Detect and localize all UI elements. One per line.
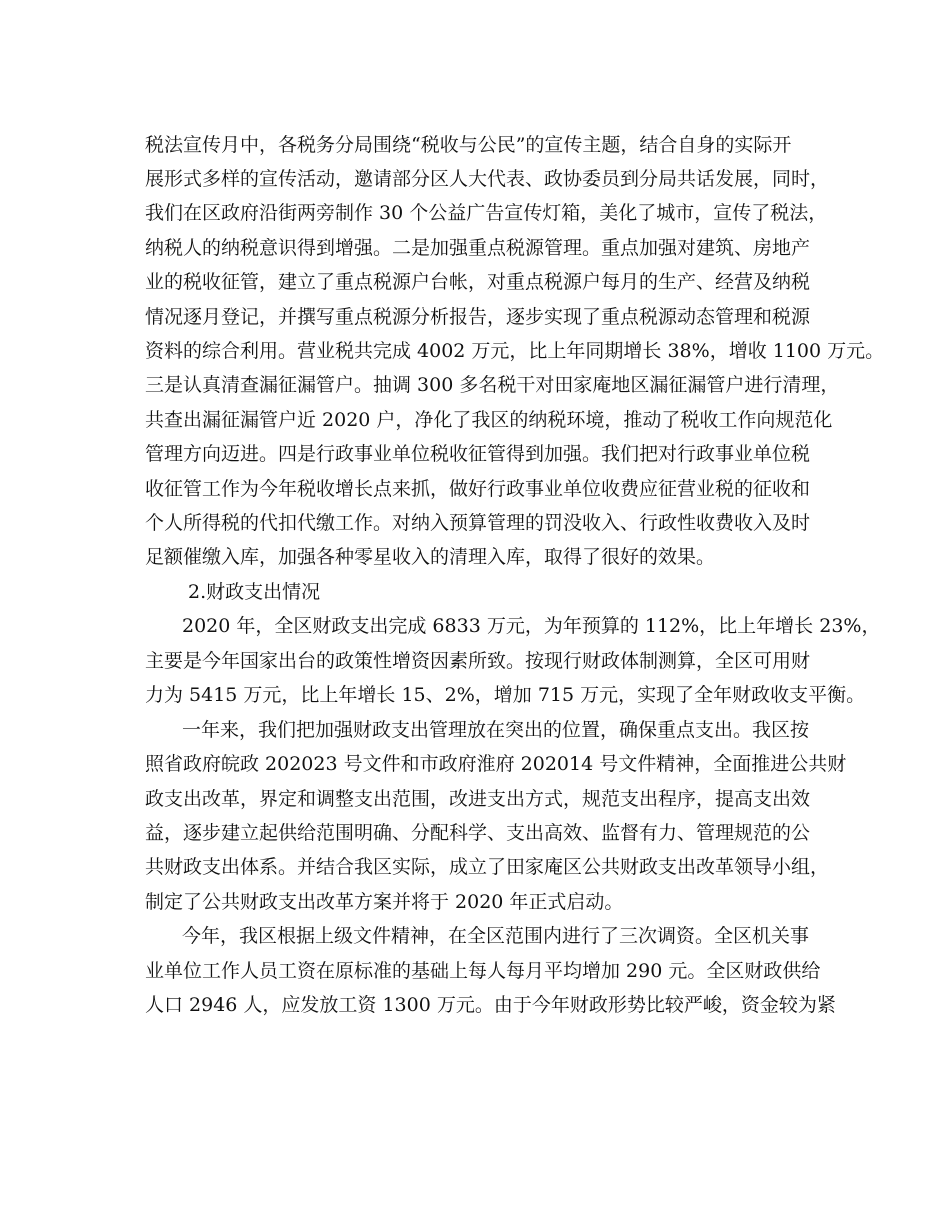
text-line: 个人所得税的代扣代缴工作。对纳入预算管理的罚没收入、行政性收费收入及时 <box>145 512 811 534</box>
text-line: 三是认真清查漏征漏管户。抽调 300 多名税干对田家庵地区漏征漏管户进行清理， <box>145 374 840 396</box>
text-line: 收征管工作为今年税收增长点来抓，做好行政事业单位收费应征营业税的征收和 <box>145 478 811 500</box>
text-line: 益，逐步建立起供给范围明确、分配科学、支出高效、监督有力、管理规范的公 <box>145 822 811 844</box>
section-heading: 2.财政支出情况 <box>188 581 321 603</box>
text-line: 照省政府皖政 202023 号文件和市政府淮府 202014 号文件精神，全面推进公共财 <box>145 753 847 775</box>
text-line: 力为 5415 万元，比上年增长 15、2%，增加 715 万元，实现了全年财政收支平衡。 <box>145 684 866 706</box>
text-line: 业的税收征管，建立了重点税源户台帐，对重点税源户每月的生产、经营及纳税 <box>145 271 811 293</box>
text-line: 政支出改革，界定和调整支出范围，改进支出方式，规范支出程序，提高支出效 <box>145 788 811 810</box>
text-line: 资料的综合利用。营业税共完成 4002 万元，比上年同期增长 38%，增收 1100 万元。 <box>145 340 885 362</box>
text-line: 业单位工作人员工资在原标准的基础上每人每月平均增加 290 元。全区财政供给 <box>145 960 821 982</box>
text-line: 制定了公共财政支出改革方案并将于 2020 年正式启动。 <box>145 891 624 913</box>
text-line: 展形式多样的宣传活动，邀请部分区人大代表、政协委员到分局共话发展，同时， <box>145 168 830 190</box>
text-line: 2020 年，全区财政支出完成 6833 万元，为年预算的 112%，比上年增长 23%， <box>182 615 881 637</box>
text-line: 今年，我区根据上级文件精神，在全区范围内进行了三次调资。全区机关事 <box>182 925 810 947</box>
text-line: 主要是今年国家出台的政策性增资因素所致。按现行财政体制测算，全区可用财 <box>145 650 811 672</box>
text-line: 人口 2946 人，应发放工资 1300 万元。由于今年财政形势比较严峻，资金较为紧 <box>145 994 836 1016</box>
text-line: 足额催缴入库，加强各种零星收入的清理入库，取得了很好的效果。 <box>145 546 716 568</box>
text-line: 税法宣传月中，各税务分局围绕“税收与公民”的宣传主题，结合自身的实际开 <box>145 134 792 156</box>
text-line: 管理方向迈进。四是行政事业单位税收征管得到加强。我们把对行政事业单位税 <box>145 443 811 465</box>
text-line: 纳税人的纳税意识得到增强。二是加强重点税源管理。重点加强对建筑、房地产 <box>145 237 811 259</box>
text-line: 一年来，我们把加强财政支出管理放在突出的位置，确保重点支出。我区按 <box>182 719 810 741</box>
text-line: 共财政支出体系。并结合我区实际，成立了田家庵区公共财政支出改革领导小组， <box>145 856 830 878</box>
text-line: 共查出漏征漏管户近 2020 户，净化了我区的纳税环境，推动了税收工作向规范化 <box>145 409 833 431</box>
text-line: 情况逐月登记，并撰写重点税源分析报告，逐步实现了重点税源动态管理和税源 <box>145 306 811 328</box>
text-line: 我们在区政府沿街两旁制作 30 个公益广告宣传灯箱，美化了城市，宣传了税法， <box>145 202 828 224</box>
